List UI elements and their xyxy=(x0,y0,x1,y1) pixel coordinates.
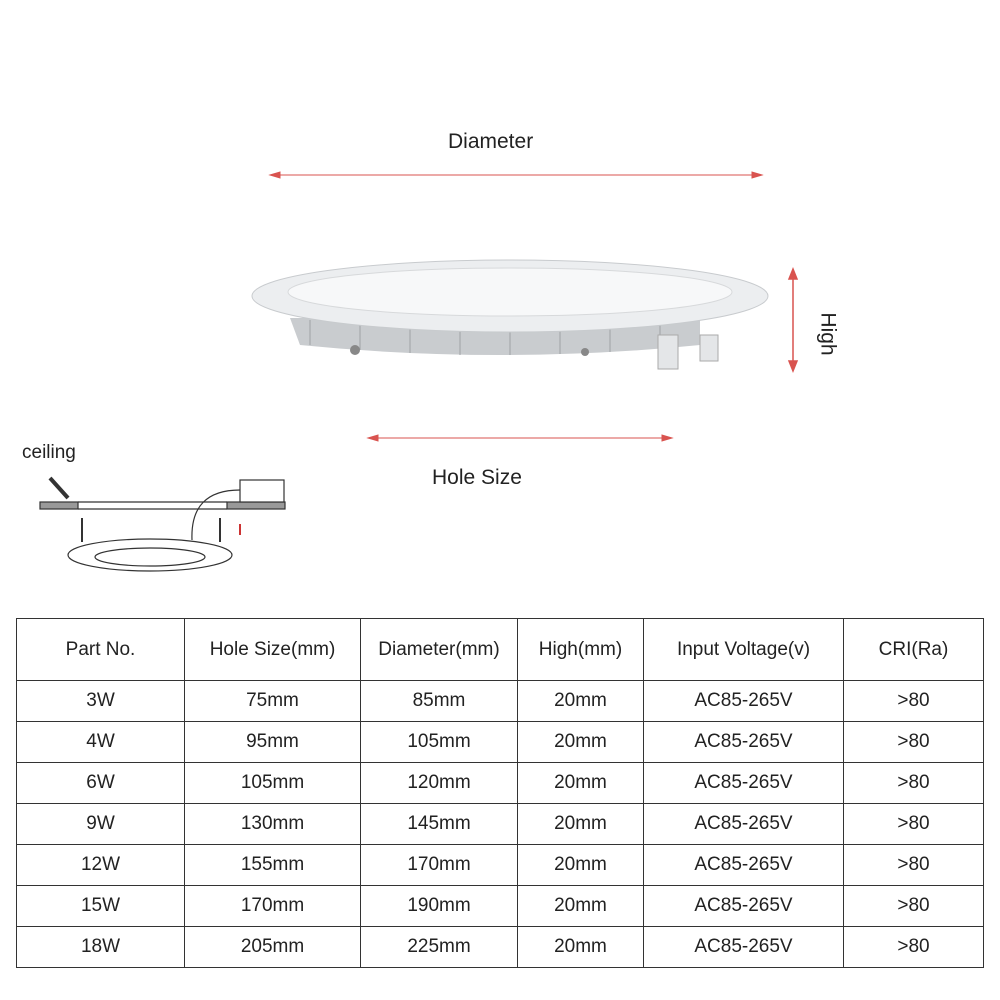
cell-input-voltage: AC85-265V xyxy=(644,681,844,722)
table-row xyxy=(17,763,984,804)
hole-size-label: Hole Size xyxy=(432,466,522,489)
cell-diameter: 145mm xyxy=(361,804,518,845)
cell-hole-size: 170mm xyxy=(185,886,361,927)
cell-high: 20mm xyxy=(518,927,644,968)
cell-input-voltage: AC85-265V xyxy=(644,804,844,845)
cell-diameter: 225mm xyxy=(361,927,518,968)
cell-input-voltage: AC85-265V xyxy=(644,886,844,927)
header-cri: CRI(Ra) xyxy=(844,619,984,681)
ceiling-installation-diagram xyxy=(40,478,285,571)
cell-cri: >80 xyxy=(844,886,984,927)
table-row xyxy=(17,845,984,886)
cell-part-no: 3W xyxy=(17,681,185,722)
table-row xyxy=(17,681,984,722)
diameter-label: Diameter xyxy=(448,130,534,153)
table-row xyxy=(17,722,984,763)
ceiling-label: ceiling xyxy=(22,442,76,463)
cell-hole-size: 105mm xyxy=(185,763,361,804)
cell-part-no: 12W xyxy=(17,845,185,886)
cell-cri: >80 xyxy=(844,845,984,886)
cell-high: 20mm xyxy=(518,763,644,804)
cell-input-voltage: AC85-265V xyxy=(644,845,844,886)
table-row xyxy=(17,927,984,968)
cell-high: 20mm xyxy=(518,681,644,722)
cell-hole-size: 75mm xyxy=(185,681,361,722)
cell-hole-size: 155mm xyxy=(185,845,361,886)
cell-hole-size: 95mm xyxy=(185,722,361,763)
cell-high: 20mm xyxy=(518,722,644,763)
cell-diameter: 190mm xyxy=(361,886,518,927)
cell-input-voltage: AC85-265V xyxy=(644,722,844,763)
high-arrow xyxy=(789,269,797,371)
table-row xyxy=(17,886,984,927)
header-hole-size: Hole Size(mm) xyxy=(185,619,361,681)
cell-part-no: 4W xyxy=(17,722,185,763)
cell-diameter: 85mm xyxy=(361,681,518,722)
cell-high: 20mm xyxy=(518,804,644,845)
cell-cri: >80 xyxy=(844,681,984,722)
led-panel-image xyxy=(252,260,768,369)
cell-part-no: 6W xyxy=(17,763,185,804)
cell-cri: >80 xyxy=(844,763,984,804)
cell-part-no: 15W xyxy=(17,886,185,927)
cell-part-no: 9W xyxy=(17,804,185,845)
spec-table xyxy=(16,618,984,968)
high-label: High xyxy=(816,312,840,356)
cell-diameter: 120mm xyxy=(361,763,518,804)
cell-cri: >80 xyxy=(844,722,984,763)
header-part-no: Part No. xyxy=(17,619,185,681)
header-diameter: Diameter(mm) xyxy=(361,619,518,681)
table-row xyxy=(17,804,984,845)
diameter-arrow xyxy=(270,172,762,178)
cell-diameter: 170mm xyxy=(361,845,518,886)
cell-hole-size: 130mm xyxy=(185,804,361,845)
cell-diameter: 105mm xyxy=(361,722,518,763)
cell-high: 20mm xyxy=(518,845,644,886)
cell-input-voltage: AC85-265V xyxy=(644,927,844,968)
cell-input-voltage: AC85-265V xyxy=(644,763,844,804)
cell-high: 20mm xyxy=(518,886,644,927)
cell-hole-size: 205mm xyxy=(185,927,361,968)
cell-cri: >80 xyxy=(844,804,984,845)
header-high: High(mm) xyxy=(518,619,644,681)
table-header-row xyxy=(17,619,984,681)
cell-cri: >80 xyxy=(844,927,984,968)
hole-size-arrow xyxy=(368,435,672,441)
cell-part-no: 18W xyxy=(17,927,185,968)
header-input-voltage: Input Voltage(v) xyxy=(644,619,844,681)
